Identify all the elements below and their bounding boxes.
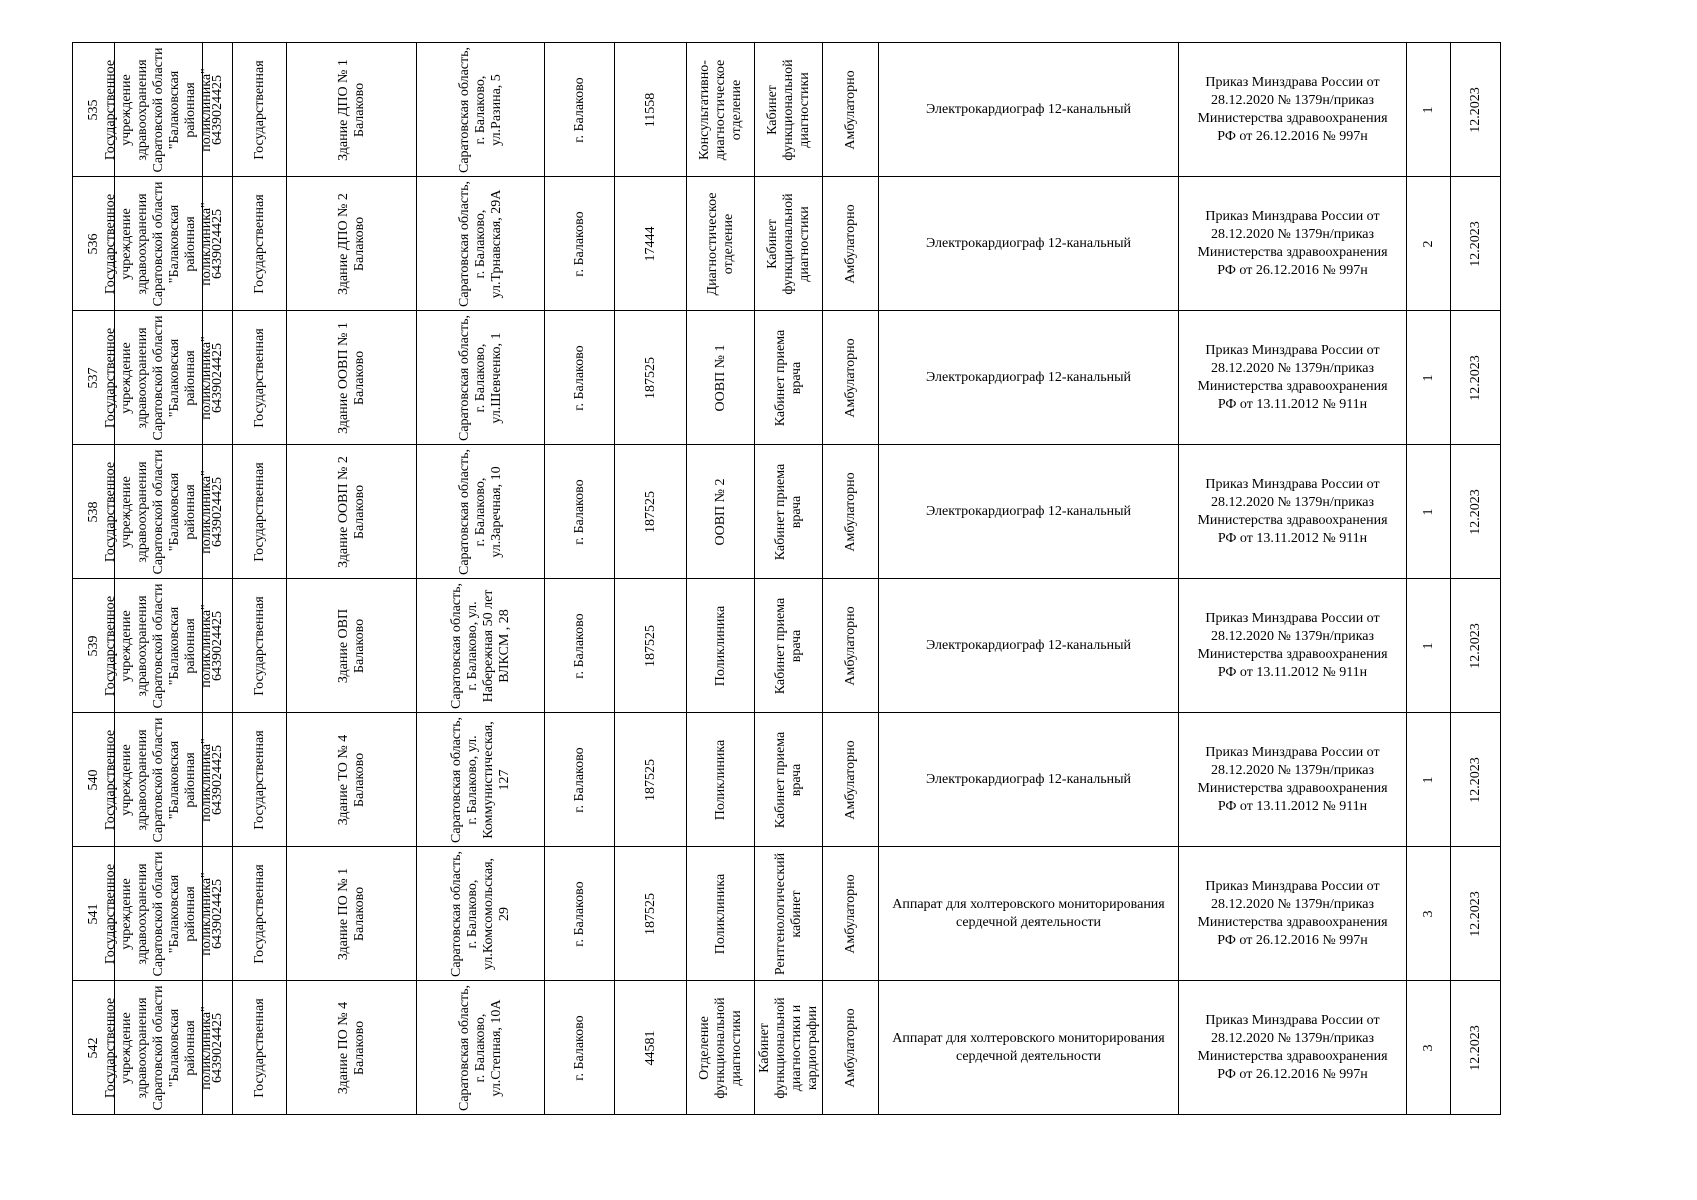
num-text: 539 <box>85 635 101 656</box>
qty-text: 1 <box>1420 776 1436 783</box>
order-text: Приказ Минздрава России от 28.12.2020 № 1379н/приказ Министерства здравоохранения РФ от 26.12.2016 № 997н <box>1197 74 1388 144</box>
care-type-cell <box>823 713 879 847</box>
date-cell <box>1451 311 1501 445</box>
building-cell <box>287 177 417 311</box>
building-text: Здание ТО № 4 Балаково <box>335 734 367 825</box>
inn-cell <box>203 445 233 579</box>
num-text: 537 <box>85 367 101 388</box>
population-cell <box>615 311 687 445</box>
city-text: г. Балаково <box>571 880 587 947</box>
room-text: Кабинет приема врача <box>772 731 804 828</box>
address-cell <box>417 981 545 1115</box>
order-cell <box>1179 847 1407 981</box>
department-cell <box>687 311 755 445</box>
city-cell <box>545 445 615 579</box>
inn-text: 6439024425 <box>209 744 225 815</box>
building-cell <box>287 311 417 445</box>
quantity-cell <box>1407 177 1451 311</box>
org-text: Государственное учреждение здравоохранения Саратовской области "Балаковская районная поликлиника" <box>102 315 214 440</box>
ownership-cell <box>233 713 287 847</box>
room-text: Кабинет приема врача <box>772 329 804 426</box>
population-cell <box>615 579 687 713</box>
building-text: Здание ДПО № 1 Балаково <box>335 58 367 161</box>
organization-cell <box>102 311 214 445</box>
equipment-text: Электрокардиограф 12-канальный <box>926 235 1131 251</box>
city-text: г. Балаково <box>571 746 587 813</box>
city-cell <box>545 43 615 177</box>
organization-cell <box>102 981 214 1115</box>
equipment-cell <box>879 177 1179 311</box>
city-text: г. Балаково <box>571 210 587 277</box>
care-type-cell <box>823 579 879 713</box>
equipment-text: Электрокардиограф 12-канальный <box>926 101 1131 117</box>
care-type-cell <box>823 981 879 1115</box>
population-cell <box>615 177 687 311</box>
inn-text: 6439024425 <box>209 74 225 145</box>
table-row <box>73 311 1501 445</box>
care-text: Амбулаторно <box>842 337 858 418</box>
department-text: Консультативно-диагностическое отделение <box>696 59 744 160</box>
building-text: Здание ПО № 1 Балаково <box>335 867 367 960</box>
address-text: Саратовская область, г. Балаково, ул. Коммунистическая, 127 <box>448 716 512 843</box>
num-text: 538 <box>85 501 101 522</box>
city-cell <box>545 177 615 311</box>
building-text: Здание ДПО № 2 Балаково <box>335 192 367 295</box>
order-text: Приказ Минздрава России от 28.12.2020 № 1379н/приказ Министерства здравоохранения РФ от 13.11.2012 № 911н <box>1197 342 1388 412</box>
date-text: 12.2023 <box>1467 890 1483 937</box>
date-text: 12.2023 <box>1467 86 1483 133</box>
ownership-cell <box>233 177 287 311</box>
department-cell <box>687 847 755 981</box>
room-cell <box>755 981 823 1115</box>
qty-text: 1 <box>1420 642 1436 649</box>
org-text: Государственное учреждение здравоохранения Саратовской области "Балаковская районная поликлиника" <box>102 717 214 842</box>
num-text: 541 <box>85 903 101 924</box>
city-text: г. Балаково <box>571 612 587 679</box>
care-type-cell <box>823 43 879 177</box>
population-text: 187525 <box>642 892 658 935</box>
city-cell <box>545 713 615 847</box>
qty-text: 1 <box>1420 508 1436 515</box>
inn-cell <box>203 847 233 981</box>
table-body <box>73 43 1501 1115</box>
quantity-cell <box>1407 311 1451 445</box>
population-cell <box>615 445 687 579</box>
building-cell <box>287 445 417 579</box>
city-cell <box>545 311 615 445</box>
care-type-cell <box>823 177 879 311</box>
order-cell <box>1179 177 1407 311</box>
num-text: 536 <box>85 233 101 254</box>
building-cell <box>287 847 417 981</box>
table-row <box>73 579 1501 713</box>
inn-text: 6439024425 <box>209 476 225 547</box>
date-cell <box>1451 445 1501 579</box>
room-text: Кабинет функциональной диагностики и кардиографии <box>756 996 820 1099</box>
equipment-text: Электрокардиограф 12-канальный <box>926 369 1131 385</box>
qty-text: 1 <box>1420 374 1436 381</box>
ownership-text: Государственная <box>251 327 267 428</box>
address-cell <box>417 177 545 311</box>
ownership-cell <box>233 311 287 445</box>
care-text: Амбулаторно <box>842 873 858 954</box>
date-text: 12.2023 <box>1467 756 1483 803</box>
care-text: Амбулаторно <box>842 605 858 686</box>
room-cell <box>755 847 823 981</box>
ownership-text: Государственная <box>251 461 267 562</box>
ownership-text: Государственная <box>251 997 267 1098</box>
care-type-cell <box>823 445 879 579</box>
building-cell <box>287 981 417 1115</box>
org-text: Государственное учреждение здравоохранения Саратовской области "Балаковская районная поликлиника" <box>102 47 214 172</box>
ownership-text: Государственная <box>251 59 267 160</box>
care-text: Амбулаторно <box>842 203 858 284</box>
address-text: Саратовская область, г. Балаково, ул.Разина, 5 <box>456 46 504 173</box>
building-text: Здание ОВП Балаково <box>335 608 367 683</box>
address-cell <box>417 713 545 847</box>
address-cell <box>417 311 545 445</box>
table-row <box>73 177 1501 311</box>
room-text: Кабинет приема врача <box>772 597 804 694</box>
equipment-cell <box>879 981 1179 1115</box>
building-text: Здание ООВП № 1 Балаково <box>335 321 367 434</box>
city-text: г. Балаково <box>571 478 587 545</box>
order-cell <box>1179 43 1407 177</box>
equipment-text: Аппарат для холтеровского мониторирования сердечной деятельности <box>892 1030 1165 1064</box>
date-cell <box>1451 43 1501 177</box>
equipment-text: Аппарат для холтеровского мониторирования сердечной деятельности <box>892 896 1165 930</box>
equipment-text: Электрокардиограф 12-канальный <box>926 503 1131 519</box>
organization-cell <box>102 847 214 981</box>
date-text: 12.2023 <box>1467 220 1483 267</box>
department-text: Поликлиника <box>712 873 728 954</box>
org-text: Государственное учреждение здравоохранения Саратовской области "Балаковская районная поликлиника" <box>102 181 214 306</box>
building-cell <box>287 43 417 177</box>
building-text: Здание ООВП № 2 Балаково <box>335 455 367 568</box>
department-cell <box>687 981 755 1115</box>
quantity-cell <box>1407 847 1451 981</box>
population-text: 44581 <box>642 1030 658 1065</box>
org-text: Государственное учреждение здравоохранения Саратовской области "Балаковская районная поликлиника" <box>102 851 214 976</box>
room-text: Кабинет функциональной диагностики <box>764 192 812 295</box>
inn-text: 6439024425 <box>209 1012 225 1083</box>
table-row <box>73 445 1501 579</box>
room-text: Кабинет функциональной диагностики <box>764 58 812 161</box>
room-text: Рентгенологический кабинет <box>772 852 804 975</box>
department-cell <box>687 177 755 311</box>
order-text: Приказ Минздрава России от 28.12.2020 № 1379н/приказ Министерства здравоохранения РФ от 26.12.2016 № 997н <box>1197 1012 1388 1082</box>
address-text: Саратовская область, г. Балаково, ул.Шевченко, 1 <box>456 314 504 441</box>
quantity-cell <box>1407 579 1451 713</box>
building-cell <box>287 579 417 713</box>
population-text: 187525 <box>642 490 658 533</box>
room-text: Кабинет приема врача <box>772 463 804 560</box>
population-text: 187525 <box>642 356 658 399</box>
population-text: 17444 <box>642 226 658 261</box>
care-text: Амбулаторно <box>842 69 858 150</box>
order-text: Приказ Минздрава России от 28.12.2020 № 1379н/приказ Министерства здравоохранения РФ от 13.11.2012 № 911н <box>1197 610 1388 680</box>
address-text: Саратовская область, г. Балаково, ул.Трнавская, 29А <box>456 180 504 307</box>
organization-cell <box>102 713 214 847</box>
population-cell <box>615 981 687 1115</box>
inn-cell <box>203 981 233 1115</box>
department-cell <box>687 579 755 713</box>
organization-cell <box>102 177 214 311</box>
city-cell <box>545 579 615 713</box>
city-text: г. Балаково <box>571 344 587 411</box>
date-cell <box>1451 177 1501 311</box>
city-cell <box>545 847 615 981</box>
equipment-register-table <box>72 42 1501 1115</box>
population-text: 11558 <box>642 92 658 127</box>
ownership-cell <box>233 43 287 177</box>
organization-cell <box>102 579 214 713</box>
address-cell <box>417 579 545 713</box>
city-text: г. Балаково <box>571 1014 587 1081</box>
organization-cell <box>102 43 214 177</box>
inn-cell <box>203 579 233 713</box>
department-cell <box>687 445 755 579</box>
ownership-text: Государственная <box>251 595 267 696</box>
qty-text: 3 <box>1420 1044 1436 1051</box>
care-type-cell <box>823 311 879 445</box>
num-text: 542 <box>85 1037 101 1058</box>
quantity-cell <box>1407 445 1451 579</box>
inn-text: 6439024425 <box>209 208 225 279</box>
address-text: Саратовская область, г. Балаково, ул.Заречная, 10 <box>456 448 504 575</box>
inn-cell <box>203 311 233 445</box>
equipment-cell <box>879 445 1179 579</box>
order-cell <box>1179 713 1407 847</box>
date-text: 12.2023 <box>1467 488 1483 535</box>
population-cell <box>615 713 687 847</box>
quantity-cell <box>1407 43 1451 177</box>
date-text: 12.2023 <box>1467 1024 1483 1071</box>
organization-cell <box>102 445 214 579</box>
order-text: Приказ Минздрава России от 28.12.2020 № 1379н/приказ Министерства здравоохранения РФ от 13.11.2012 № 911н <box>1197 744 1388 814</box>
order-cell <box>1179 579 1407 713</box>
equipment-cell <box>879 43 1179 177</box>
inn-cell <box>203 177 233 311</box>
care-type-cell <box>823 847 879 981</box>
department-text: Диагностическое отделение <box>704 192 736 295</box>
population-cell <box>615 847 687 981</box>
inn-text: 6439024425 <box>209 878 225 949</box>
inn-cell <box>203 713 233 847</box>
date-cell <box>1451 713 1501 847</box>
equipment-cell <box>879 847 1179 981</box>
address-cell <box>417 43 545 177</box>
num-text: 535 <box>85 99 101 120</box>
room-cell <box>755 177 823 311</box>
qty-text: 2 <box>1420 240 1436 247</box>
date-cell <box>1451 981 1501 1115</box>
order-cell <box>1179 981 1407 1115</box>
room-cell <box>755 43 823 177</box>
equipment-cell <box>879 713 1179 847</box>
room-cell <box>755 445 823 579</box>
room-cell <box>755 713 823 847</box>
address-text: Саратовская область, г. Балаково, ул. Набережная 50 лет ВЛКСМ , 28 <box>448 582 512 709</box>
equipment-cell <box>879 311 1179 445</box>
inn-cell <box>203 43 233 177</box>
inn-text: 6439024425 <box>209 342 225 413</box>
equipment-cell <box>879 579 1179 713</box>
department-cell <box>687 713 755 847</box>
num-text: 540 <box>85 769 101 790</box>
population-text: 187525 <box>642 758 658 801</box>
population-cell <box>615 43 687 177</box>
date-text: 12.2023 <box>1467 354 1483 401</box>
population-text: 187525 <box>642 624 658 667</box>
order-text: Приказ Минздрава России от 28.12.2020 № 1379н/приказ Министерства здравоохранения РФ от 26.12.2016 № 997н <box>1197 878 1388 948</box>
ownership-cell <box>233 579 287 713</box>
ownership-cell <box>233 847 287 981</box>
ownership-text: Государственная <box>251 863 267 964</box>
department-text: ООВП № 1 <box>712 343 728 412</box>
date-text: 12.2023 <box>1467 622 1483 669</box>
order-cell <box>1179 445 1407 579</box>
city-text: г. Балаково <box>571 76 587 143</box>
room-cell <box>755 579 823 713</box>
table-row <box>73 981 1501 1115</box>
department-text: Поликлиника <box>712 739 728 820</box>
address-text: Саратовская область, г. Балаково, ул.Степная, 10А <box>456 984 504 1111</box>
ownership-cell <box>233 445 287 579</box>
org-text: Государственное учреждение здравоохранения Саратовской области "Балаковская районная поликлиника" <box>102 985 214 1110</box>
inn-text: 6439024425 <box>209 610 225 681</box>
org-text: Государственное учреждение здравоохранения Саратовской области "Балаковская районная поликлиника" <box>102 583 214 708</box>
care-text: Амбулаторно <box>842 1007 858 1088</box>
building-cell <box>287 713 417 847</box>
ownership-text: Государственная <box>251 729 267 830</box>
table-row <box>73 847 1501 981</box>
department-text: ООВП № 2 <box>712 477 728 546</box>
date-cell <box>1451 579 1501 713</box>
order-cell <box>1179 311 1407 445</box>
equipment-text: Электрокардиограф 12-канальный <box>926 637 1131 653</box>
room-cell <box>755 311 823 445</box>
equipment-text: Электрокардиограф 12-канальный <box>926 771 1131 787</box>
qty-text: 3 <box>1420 910 1436 917</box>
care-text: Амбулаторно <box>842 739 858 820</box>
quantity-cell <box>1407 981 1451 1115</box>
address-cell <box>417 847 545 981</box>
date-cell <box>1451 847 1501 981</box>
address-cell <box>417 445 545 579</box>
org-text: Государственное учреждение здравоохранения Саратовской области "Балаковская районная поликлиника" <box>102 449 214 574</box>
department-text: Поликлиника <box>712 605 728 686</box>
quantity-cell <box>1407 713 1451 847</box>
qty-text: 1 <box>1420 106 1436 113</box>
order-text: Приказ Минздрава России от 28.12.2020 № 1379н/приказ Министерства здравоохранения РФ от 13.11.2012 № 911н <box>1197 476 1388 546</box>
department-cell <box>687 43 755 177</box>
address-text: Саратовская область, г. Балаково, ул.Комсомольская, 29 <box>448 850 512 977</box>
city-cell <box>545 981 615 1115</box>
ownership-cell <box>233 981 287 1115</box>
table-row <box>73 43 1501 177</box>
department-text: Отделение функциональной диагностики <box>696 996 744 1099</box>
table-row <box>73 713 1501 847</box>
building-text: Здание ПО № 4 Балаково <box>335 1001 367 1094</box>
order-text: Приказ Минздрава России от 28.12.2020 № 1379н/приказ Министерства здравоохранения РФ от 26.12.2016 № 997н <box>1197 208 1388 278</box>
ownership-text: Государственная <box>251 193 267 294</box>
care-text: Амбулаторно <box>842 471 858 552</box>
